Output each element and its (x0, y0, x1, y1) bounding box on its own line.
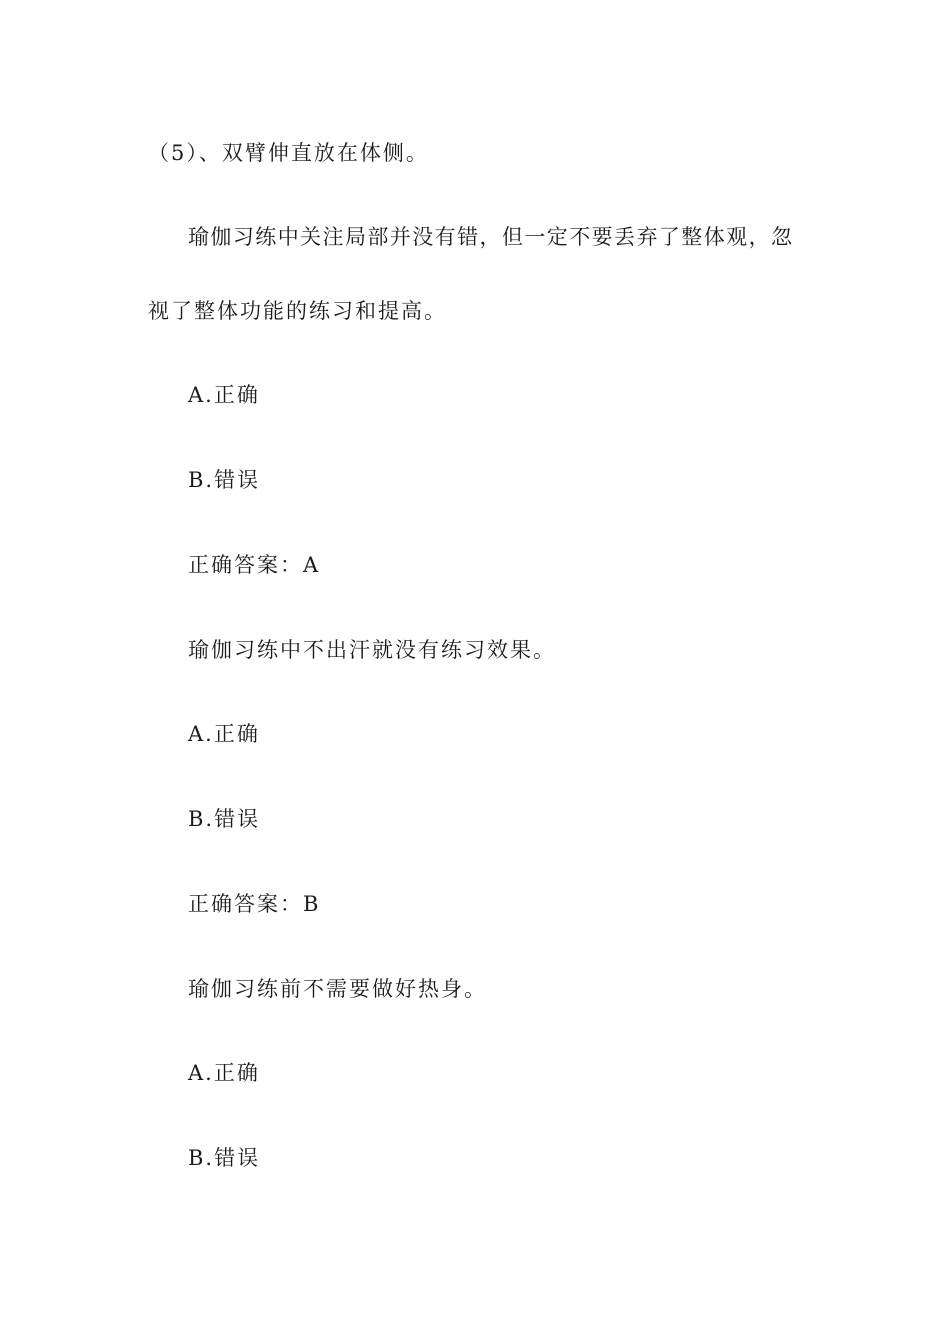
question-2-answer: 正确答案：B (188, 892, 321, 916)
question-3-option-a: A.正确 (188, 1061, 260, 1085)
question-2-text: 瑜伽习练中不出汗就没有练习效果。 (188, 638, 556, 662)
list-item-step-5: （5）、双臂伸直放在体侧。 (148, 141, 429, 165)
question-2-option-a: A.正确 (188, 722, 260, 746)
question-1-answer: 正确答案：A (188, 553, 321, 577)
question-1-text-line-1: 瑜伽习练中关注局部并没有错，但一定不要丢弃了整体观，忽 (188, 225, 792, 249)
question-1-option-b: B.错误 (188, 468, 261, 492)
question-2-option-b: B.错误 (188, 807, 261, 831)
question-1-text-line-2: 视了整体功能的练习和提高。 (148, 299, 447, 323)
question-3-text: 瑜伽习练前不需要做好热身。 (188, 977, 487, 1001)
question-3-option-b: B.错误 (188, 1146, 261, 1170)
question-1-option-a: A.正确 (188, 383, 260, 407)
